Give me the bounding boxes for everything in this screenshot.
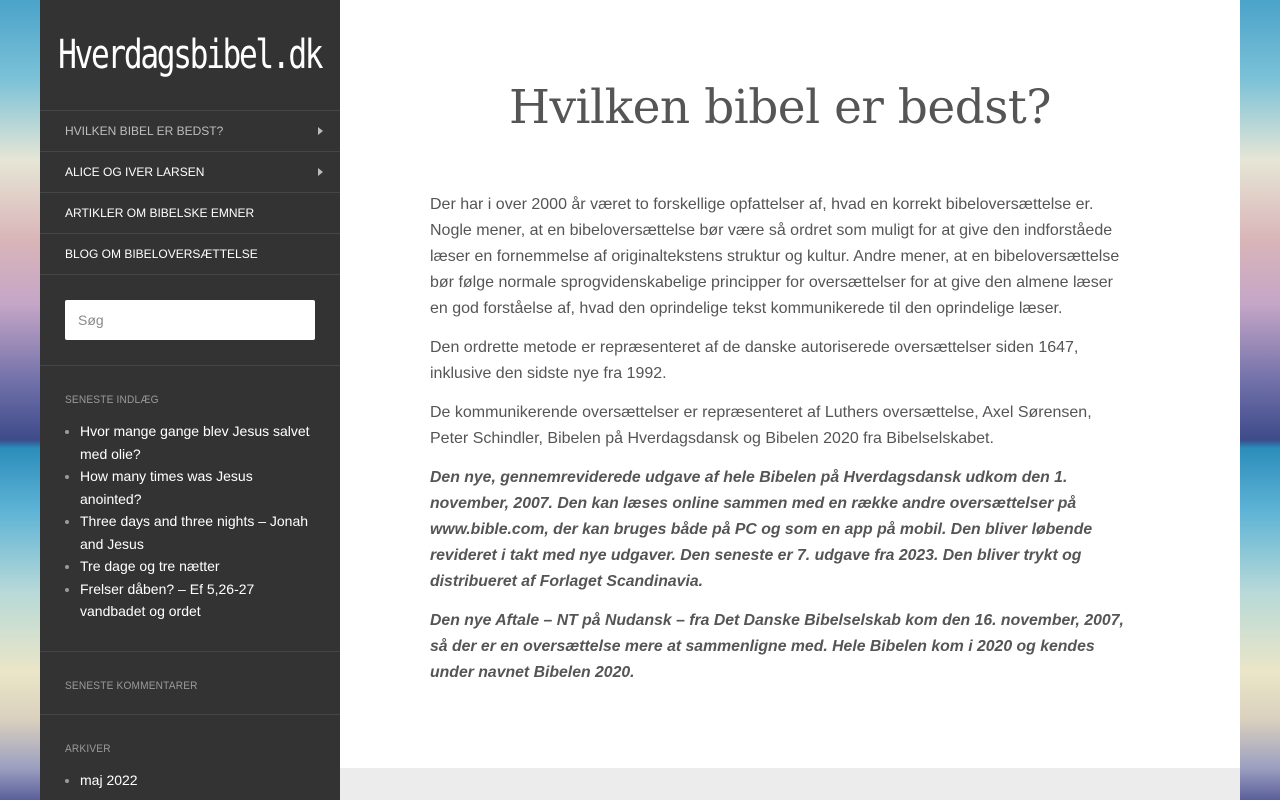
list-item	[80, 420, 315, 465]
chevron-right-icon[interactable]	[318, 168, 323, 176]
list-item	[80, 578, 315, 623]
article-paragraph: Der har i over 2000 år været to forskellige opfattelser af, hvad en korrekt bibeloversættelse er. Nogle mener, at en bibeloversættelse bør være så ordret som muligt for at give den indforståede læser en fornemmelse af originaltekstens struktur og kultur. Andre mener, at en bibeloversættelse bør følge normale sprogvidenskabelige principper for oversættelser for at give den almene læser en god forståelse af, hvad den oprindelige tekst kommunikerede til den oprindelige læser.	[430, 196, 1120, 317]
nav-item-hvilken-bibel[interactable]	[40, 111, 340, 152]
archives-widget	[40, 715, 340, 800]
list-item	[80, 465, 315, 510]
article	[340, 0, 1240, 768]
nav-item-label: ALICE OG IVER LARSEN	[65, 165, 205, 179]
page	[40, 0, 1240, 800]
list-item	[80, 769, 315, 792]
widget-title: SENESTE KOMMENTARER	[65, 679, 198, 692]
nav-item-label: BLOG OM BIBELOVERSÆTTELSE	[65, 247, 258, 261]
chevron-right-icon[interactable]	[318, 127, 323, 135]
archives-list	[65, 769, 315, 792]
search-widget	[40, 275, 340, 366]
list-item	[80, 555, 315, 578]
page-title: Hvilken bibel er bedst?	[508, 80, 1051, 135]
recent-post-link[interactable]: How many times was Jesus anointed?	[80, 468, 253, 507]
nav-item-blog[interactable]	[40, 234, 340, 275]
recent-post-link[interactable]: Hvor mange gange blev Jesus salvet med olie?	[80, 423, 310, 462]
widget-title: SENESTE INDLÆG	[65, 394, 159, 406]
nav-item-label: HVILKEN BIBEL ER BEDST?	[65, 124, 224, 138]
nav-item-label: ARTIKLER OM BIBELSKE EMNER	[65, 206, 255, 220]
nav-item-alice-og-iver[interactable]	[40, 152, 340, 193]
recent-comments-widget	[40, 652, 340, 715]
archive-link[interactable]: maj 2022	[80, 771, 138, 788]
recent-posts-widget	[40, 366, 340, 652]
main-navigation	[40, 110, 340, 275]
article-content	[430, 192, 1130, 686]
article-paragraph: De kommunikerende oversættelser er repræsenteret af Luthers oversættelse, Axel Sørensen, Peter Schindler, Bibelen på Hverdagsdansk og Bibelen 2020 fra Bibelselskabet.	[430, 404, 1092, 447]
widget-title: ARKIVER	[65, 742, 111, 755]
recent-post-link[interactable]: Three days and three nights – Jonah and Jesus	[80, 513, 309, 552]
article-paragraph: Den nye, gennemreviderede udgave af hele Bibelen på Hverdagsdansk udkom den 1. november, 2007. Den kan læses online sammen med en række andre oversættelser på www.bible.com, der kan bruges både på PC og som en app på mobil. Den bliver løbende revideret i takt med nye udgaver. Den seneste er 7. udgave fra 2023. Den bliver trykt og distribueret af Forlaget Scandinavia.	[430, 469, 1093, 590]
site-header	[40, 0, 340, 110]
recent-posts-list	[65, 420, 315, 623]
site-title-link[interactable]: Hverdagsbibel.dk	[58, 32, 322, 78]
main-content	[340, 0, 1240, 800]
nav-item-artikler[interactable]	[40, 193, 340, 234]
recent-post-link[interactable]: Tre dage og tre nætter	[80, 558, 220, 574]
article-paragraph: Den nye Aftale – NT på Nudansk – fra Det Danske Bibelselskab kom den 16. november, 2007, så der er en oversættelse mere at sammenligne med. Hele Bibelen kom i 2020 og kendes under navnet Bibelen 2020.	[430, 612, 1124, 681]
article-paragraph: Den ordrette metode er repræsenteret af de danske autoriserede oversættelser siden 1647, inklusive den sidste nye fra 1992.	[430, 339, 1079, 382]
recent-post-link[interactable]: Frelser dåben? – Ef 5,26-27 vandbadet og ordet	[80, 580, 255, 619]
search-input[interactable]	[65, 300, 315, 340]
sidebar	[40, 0, 340, 800]
list-item	[80, 510, 315, 555]
